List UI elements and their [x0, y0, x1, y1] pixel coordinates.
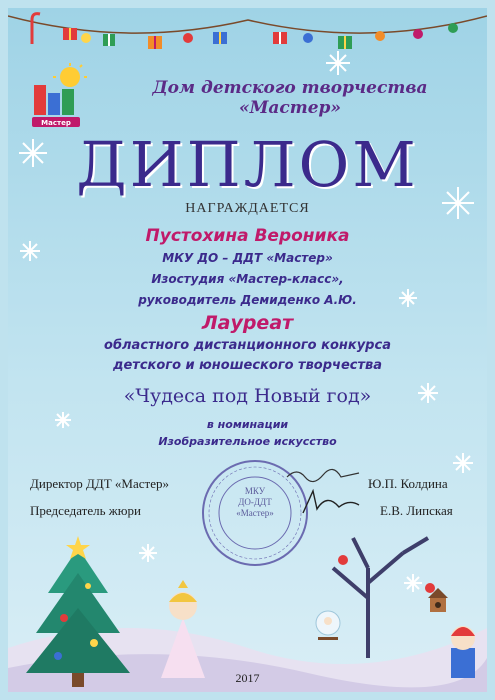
- snowflake-icon: [399, 289, 417, 307]
- snowflake-icon: [20, 241, 40, 261]
- christmas-tree: [26, 536, 130, 687]
- recipient-name: Пустохина Вероника: [145, 226, 350, 246]
- stamp-line-2: ДО-ДДТ: [238, 497, 272, 507]
- snowflake-icon: [418, 383, 438, 403]
- jury-name: Е.В. Липская: [380, 503, 453, 518]
- jury-role: Председатель жюри: [30, 503, 141, 518]
- contest-line-1: областного дистанционного конкурса: [104, 338, 391, 353]
- sledding-child: [316, 611, 340, 640]
- girl-character: [161, 580, 205, 678]
- logo-text: Мастер: [41, 119, 71, 127]
- bullfinch-icon: [425, 583, 435, 593]
- director-name: Ю.П. Колдина: [368, 476, 448, 491]
- year: 2017: [235, 671, 260, 685]
- nomination-label: в номинации: [206, 418, 289, 431]
- snowflake-icon: [404, 574, 422, 592]
- contest-name: «Чудеса под Новый год»: [123, 385, 372, 407]
- snowflake-icon: [55, 412, 71, 428]
- bullfinch-icon: [338, 555, 348, 565]
- diploma-frame: [8, 8, 487, 692]
- winter-scene: [8, 8, 487, 692]
- snowflake-icon: [139, 544, 157, 562]
- snowflake-icon: [326, 51, 350, 75]
- winter-tree: [333, 538, 428, 658]
- diploma-title: ДИПЛОМ: [76, 128, 419, 201]
- snowflake-icon: [453, 453, 473, 473]
- stamp-line-1: МКУ: [244, 486, 266, 496]
- snowflake-icon: [442, 187, 474, 219]
- awarded-label: НАГРАЖДАЕТСЯ: [185, 201, 310, 216]
- rank: Лауреат: [201, 312, 294, 334]
- institution: МКУ ДО – ДДТ «Мастер»: [162, 251, 333, 265]
- leader: руководитель Демиденко А.Ю.: [138, 293, 357, 307]
- studio: Изостудия «Мастер-класс»,: [151, 272, 344, 286]
- nomination: Изобразительное искусство: [158, 435, 337, 448]
- director-role: Директор ДДТ «Мастер»: [30, 476, 169, 491]
- snowflake-icon: [19, 139, 47, 167]
- organization-name: Дом детского творчества «Мастер»: [152, 78, 428, 118]
- contest-line-2: детского и юношеского творчества: [112, 358, 383, 373]
- stamp-line-3: «Мастер»: [236, 508, 274, 518]
